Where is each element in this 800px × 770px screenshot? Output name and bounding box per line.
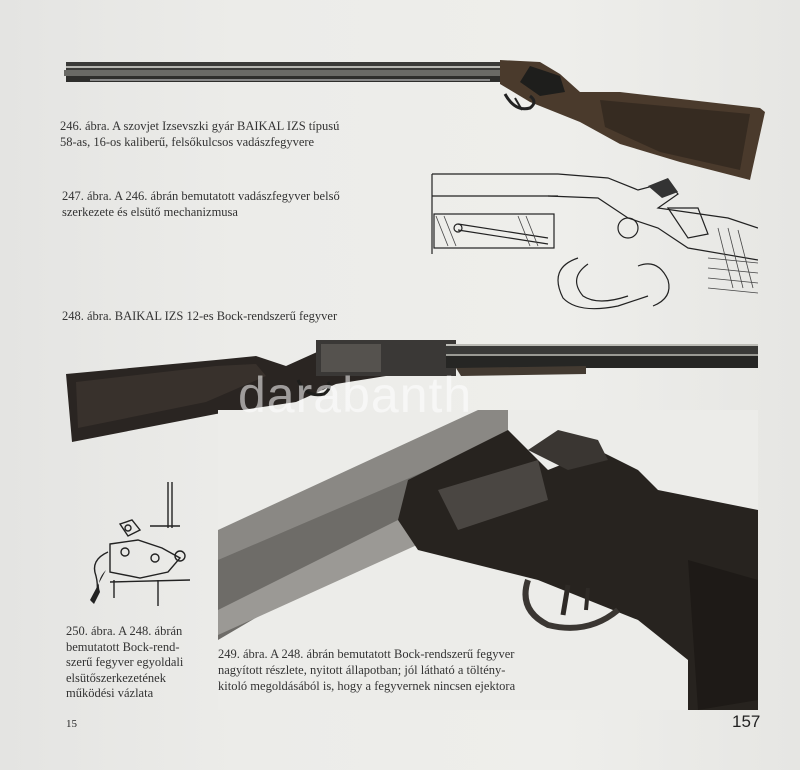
caption-line: 246. ábra. A szovjet Izsevszki gyár BAIKAL IZS típusú	[60, 119, 340, 133]
figure-246-shotgun-image	[60, 52, 770, 182]
figure-247-caption	[62, 188, 340, 220]
caption-line: működési vázlata	[66, 686, 154, 700]
caption-line: nagyított részlete, nyitott állapotban; jól látható a töltény-	[218, 663, 506, 677]
figure-249-caption	[218, 646, 515, 694]
caption-line: 250. ábra. A 248. ábrán	[66, 624, 183, 638]
page-number-right: 157	[732, 712, 761, 731]
figure-248-caption	[62, 308, 337, 324]
figure-250-trigger-diagram	[70, 480, 200, 610]
caption-line: bemutatott Bock-rend-	[66, 639, 180, 654]
watermark: darabanth	[238, 367, 473, 423]
caption-line: szerkezete és elsütő mechanizmusa	[62, 205, 238, 219]
figure-250-caption	[66, 624, 183, 702]
caption-line: 58-as, 16-os kaliberű, felsőkulcsos vadászfegyvere	[60, 135, 315, 149]
page-number-left: 15	[66, 718, 77, 730]
caption-line: kitoló megoldásából is, hogy a fegyvernek nincsen ejektora	[218, 679, 516, 693]
caption-line: 249. ábra. A 248. ábrán bemutatott Bock-rendszerű fegyver	[218, 647, 515, 661]
figure-246-caption	[60, 118, 339, 150]
caption-line: 247. ábra. A 246. ábrán bemutatott vadászfegyver belső	[62, 189, 340, 203]
caption-line: elsütőszerkezetének	[66, 670, 166, 685]
caption-line: 248. ábra. BAIKAL IZS 12-es Bock-rendszerű fegyver	[62, 309, 338, 323]
figure-247-mechanism-drawing	[428, 168, 758, 318]
caption-line: szerű fegyver egyoldali	[66, 655, 184, 669]
